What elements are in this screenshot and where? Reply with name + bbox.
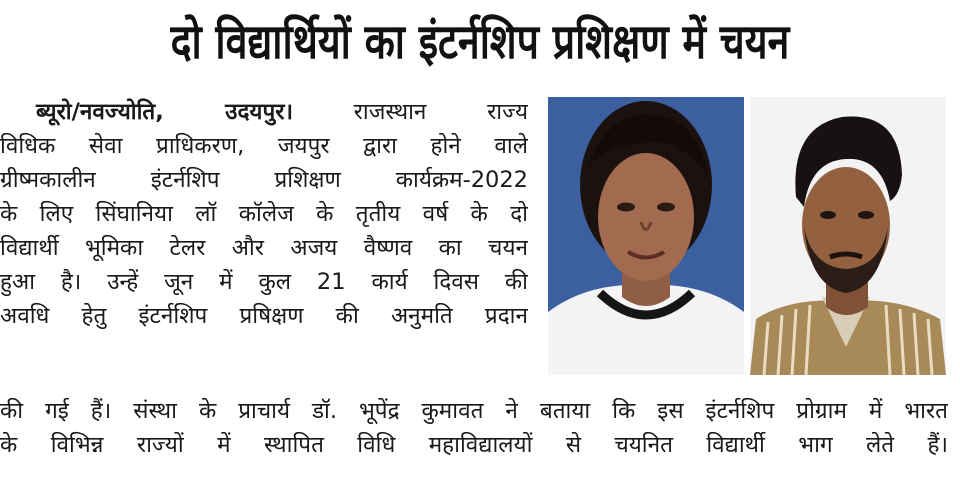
body-line: के विभिन्न राज्यों में स्थापित विधि महाविद्यालयों से चयनित विद्यार्थी भाग लेते हैं। bbox=[0, 432, 948, 458]
column-line: ग्रीष्मकालीन इंटर्नशिप प्रशिक्षण कार्यक्रम-2022 bbox=[0, 167, 528, 193]
article-column bbox=[0, 95, 528, 333]
column-line: विद्यार्थी भूमिका टेलर और अजय वैष्णव का चयन bbox=[0, 235, 528, 261]
headline: दो विद्यार्थियों का इंटर्नशिप प्रशिक्षण में चयन bbox=[170, 14, 790, 70]
student-photo-male bbox=[750, 97, 946, 375]
byline: ब्यूरो/नवज्योति, उदयपुर। bbox=[36, 99, 293, 125]
column-line: अवधि हेतु इंटर्नशिप प्रषिक्षण की अनुमति प्रदान bbox=[0, 303, 528, 329]
column-line-text: राजस्थान राज्य bbox=[353, 99, 528, 125]
column-line bbox=[0, 95, 528, 129]
column-line: विधिक सेवा प्राधिकरण, जयपुर द्वारा होने वाले bbox=[0, 133, 528, 159]
student-photo-female bbox=[548, 97, 744, 375]
column-line: के लिए सिंघानिया लॉ कॉलेज के तृतीय वर्ष के दो bbox=[0, 201, 528, 227]
column-line: हुआ है। उन्हें जून में कुल 21 कार्य दिवस की bbox=[0, 269, 528, 295]
body-line: की गई हैं। संस्था के प्राचार्य डॉ. भूपेंद्र कुमावत ने बताया कि इस इंटर्नशिप प्रोग्राम में भारत bbox=[0, 398, 948, 424]
article-body-full bbox=[0, 394, 948, 462]
